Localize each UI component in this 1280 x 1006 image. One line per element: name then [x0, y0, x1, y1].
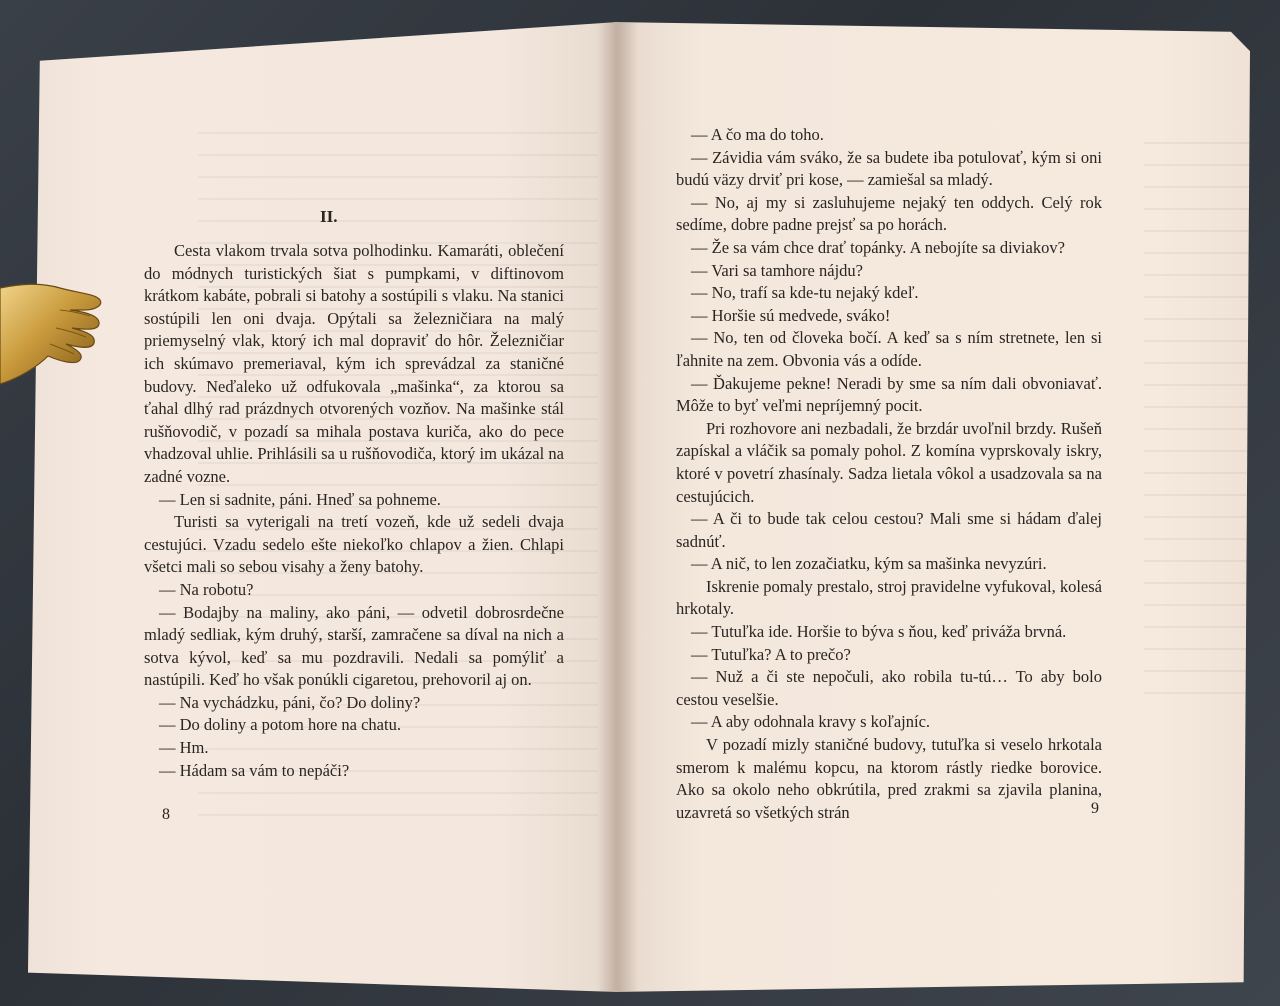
brass-hand-bookmark — [0, 280, 104, 390]
paragraph: — A čo ma do toho. — [691, 125, 824, 144]
paragraph: — No, aj my si zasluhujeme nejaký ten oddych. Celý rok sedíme, dobre padne prejsť sa po horách. — [676, 192, 1102, 235]
paragraph: — Že sa vám chce drať topánky. A nebojíte sa diviakov? — [691, 237, 1065, 257]
paragraph: — Tutuľka? A to prečo? — [691, 644, 851, 664]
book-gutter — [598, 22, 638, 992]
paragraph: Iskrenie pomaly prestalo, stroj pravidelne vyfukoval, kolesá hrkotaly. — [676, 576, 1102, 619]
paragraph: Turisti sa vyterigali na tretí vozeň, kde už sedeli dvaja cestujúci. Vzadu sedelo ešte niekoľko chlapov a žien. Chlapi všetci mali so sebou visahy a ženy batohy. — [144, 512, 564, 577]
paragraph: Cesta vlakom trvala sotva polhodinku. Kamaráti, oblečení do módnych turistických šiat s pumpkami, v diftinovom krátkom kabáte, pobrali si batohy a sostúpili s vlaku. Na stanici sostúpili len oni dvaja. Opýtali sa železničiara na malý priemyselný vlak, ktorý ich mal dopraviť do hôr. Železničiar ich skúmavo premeriaval, kým ich sprevádzal za staničné budovy. Neďaleko už odfukovala „mašinka“, za ktorou sa ťahal dlhý rad prázdnych otvorených vozňov. Na mašinke stál rušňovodič, v pozadí sa mihala postava kuriča, ako do pece vhadzoval uhlie. Prihlásili sa u rušňovodiča, ktorý im ukázal na zadné vozne. — [144, 241, 564, 486]
paragraph: — Ďakujeme pekne! Neradi by sme sa ním dali obvoniavať. Môže to byť veľmi nepríjemný pocit. — [676, 373, 1102, 416]
paragraph: — Na robotu? — [159, 579, 254, 599]
paragraph: — Na vychádzku, páni, čo? Do doliny? — [159, 692, 421, 712]
paragraph: — Tutuľka ide. Horšie to býva s ňou, keď priváža brvná. — [691, 622, 1067, 642]
paragraph: — Závidia vám sváko, že sa budete iba potulovať, kým si oni budú väzy drviť pri kose, — zamiešal sa mladý. — [676, 147, 1102, 190]
paragraph: — Vari sa tamhore nájdu? — [691, 260, 863, 280]
paragraph: Pri rozhovore ani nezbadali, že brzdár uvoľnil brzdy. Rušeň zapískal a vláčik sa pomaly pohol. Z komína vyprskovaly iskry, ktoré v povetrí zhasínaly. Sadza lietala vôkol a usadzovala sa na cestujúcich. — [676, 418, 1102, 506]
chapter-heading: II. — [320, 207, 338, 226]
page-number-right: 9 — [1091, 800, 1099, 817]
paragraph: — Nuž a či ste nepočuli, ako robila tu-tú… To aby bolo cestou veselšie. — [676, 667, 1102, 709]
paragraph: — Bodajby na maliny, ako páni, — odvetil dobrosrdečne mladý sedliak, kým druhý, starší, zamračene sa díval na nich a sotva kývol, keď sa mu pozdravili. Nedali sa pomýliť a nastúpili. Keď ho však ponúkli cigaretou, prehovoril aj on. — [144, 602, 564, 690]
paragraph: — No, ten od človeka bočí. A keď sa s ním stretnete, len si ľahnite na zem. Obvonia vás a odíde. — [676, 328, 1102, 370]
page-number-left: 8 — [162, 806, 170, 823]
paragraph: — A aby odohnala kravy s koľajníc. — [691, 712, 931, 732]
paragraph: — Hm. — [159, 738, 209, 758]
paragraph: — A či to bude tak celou cestou? Mali sme si hádam ďalej sadnúť. — [676, 509, 1102, 551]
paragraph: V pozadí mizly staničné budovy, tutuľka si veselo hrkotala smerom k malému kopcu, na ktorom rástly riedke borovice. Ako sa okolo neho obkrútila, pred zrakmi sa zjavila planina, uzavretá so všetkých strán — [676, 735, 1102, 822]
paragraph: — Do doliny a potom hore na chatu. — [159, 715, 401, 735]
paragraph: — A nič, to len zozačiatku, kým sa mašinka nevyzúri. — [691, 554, 1047, 574]
paragraph: — Hádam sa vám to nepáči? — [159, 760, 350, 780]
paragraph: — Horšie sú medvede, sváko! — [691, 305, 891, 325]
paragraph: — Len si sadnite, páni. Hneď sa pohneme. — [159, 489, 441, 509]
left-page-body — [144, 240, 564, 782]
right-page-body — [676, 124, 1102, 824]
show-through-text — [1144, 142, 1254, 702]
paragraph: — No, trafí sa kde-tu nejaký kdeľ. — [691, 283, 919, 303]
